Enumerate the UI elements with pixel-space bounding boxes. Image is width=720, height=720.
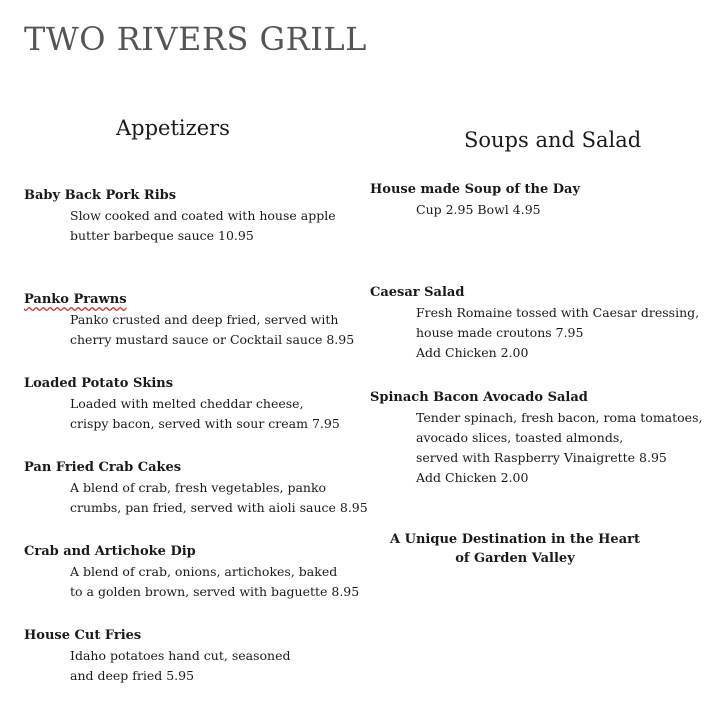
menu-item — [370, 283, 699, 363]
item-name: Crab and Artichoke Dip — [24, 544, 196, 559]
item-desc-line: avocado slices, toasted almonds, — [416, 430, 624, 445]
menu-item — [24, 542, 359, 602]
menu-item — [370, 388, 702, 488]
item-name-text: Panko Prawns — [24, 292, 127, 307]
item-name: Pan Fried Crab Cakes — [24, 460, 182, 475]
tagline — [370, 530, 660, 568]
item-desc-line: A blend of crab, onions, artichokes, baked — [70, 564, 338, 579]
item-desc-line: house made croutons 7.95 — [416, 325, 584, 340]
item-desc-line: A blend of crab, fresh vegetables, panko — [70, 480, 327, 495]
menu-item — [370, 180, 580, 220]
item-desc-line: Tender spinach, fresh bacon, roma tomatoes, — [416, 410, 703, 425]
item-desc-line: served with Raspberry Vinaigrette 8.95 — [416, 450, 667, 465]
item-name: Caesar Salad — [370, 285, 465, 300]
item-desc-line: crispy bacon, served with sour cream 7.95 — [70, 416, 340, 431]
item-desc-line: cherry mustard sauce or Cocktail sauce 8.95 — [70, 332, 355, 347]
item-name: House Cut Fries — [24, 628, 142, 643]
item-desc-line: Idaho potatoes hand cut, seasoned — [70, 648, 291, 663]
item-name — [24, 290, 354, 310]
item-desc-line: Add Chicken 2.00 — [416, 470, 529, 485]
item-name: House made Soup of the Day — [370, 182, 581, 197]
item-desc-line: Loaded with melted cheddar cheese, — [70, 396, 304, 411]
item-name: Loaded Potato Skins — [24, 376, 174, 391]
menu-item — [24, 626, 290, 686]
item-desc-line: Add Chicken 2.00 — [416, 345, 529, 360]
appetizers-heading: Appetizers — [116, 116, 230, 140]
menu-item — [24, 458, 368, 518]
item-desc-line: butter barbeque sauce 10.95 — [70, 228, 254, 243]
item-desc-line: Panko crusted and deep fried, served with — [70, 312, 339, 327]
menu-item — [24, 374, 340, 434]
item-desc-line: crumbs, pan fried, served with aioli sauce 8.95 — [70, 500, 368, 515]
restaurant-name: TWO RIVERS GRILL — [24, 20, 367, 58]
tagline-line: of Garden Valley — [455, 551, 575, 566]
menu-item — [24, 290, 354, 350]
item-desc-line: Slow cooked and coated with house apple — [70, 208, 336, 223]
item-desc-line: Fresh Romaine tossed with Caesar dressing, — [416, 305, 700, 320]
item-desc-line: and deep fried 5.95 — [70, 668, 195, 683]
soups-heading: Soups and Salad — [464, 128, 642, 152]
tagline-line: A Unique Destination in the Heart — [390, 532, 640, 547]
item-desc-line: Cup 2.95 Bowl 4.95 — [416, 202, 541, 217]
item-desc-line: to a golden brown, served with baguette 8.95 — [70, 584, 360, 599]
item-name: Baby Back Pork Ribs — [24, 188, 177, 203]
item-name: Spinach Bacon Avocado Salad — [370, 390, 588, 405]
menu-item — [24, 186, 336, 246]
